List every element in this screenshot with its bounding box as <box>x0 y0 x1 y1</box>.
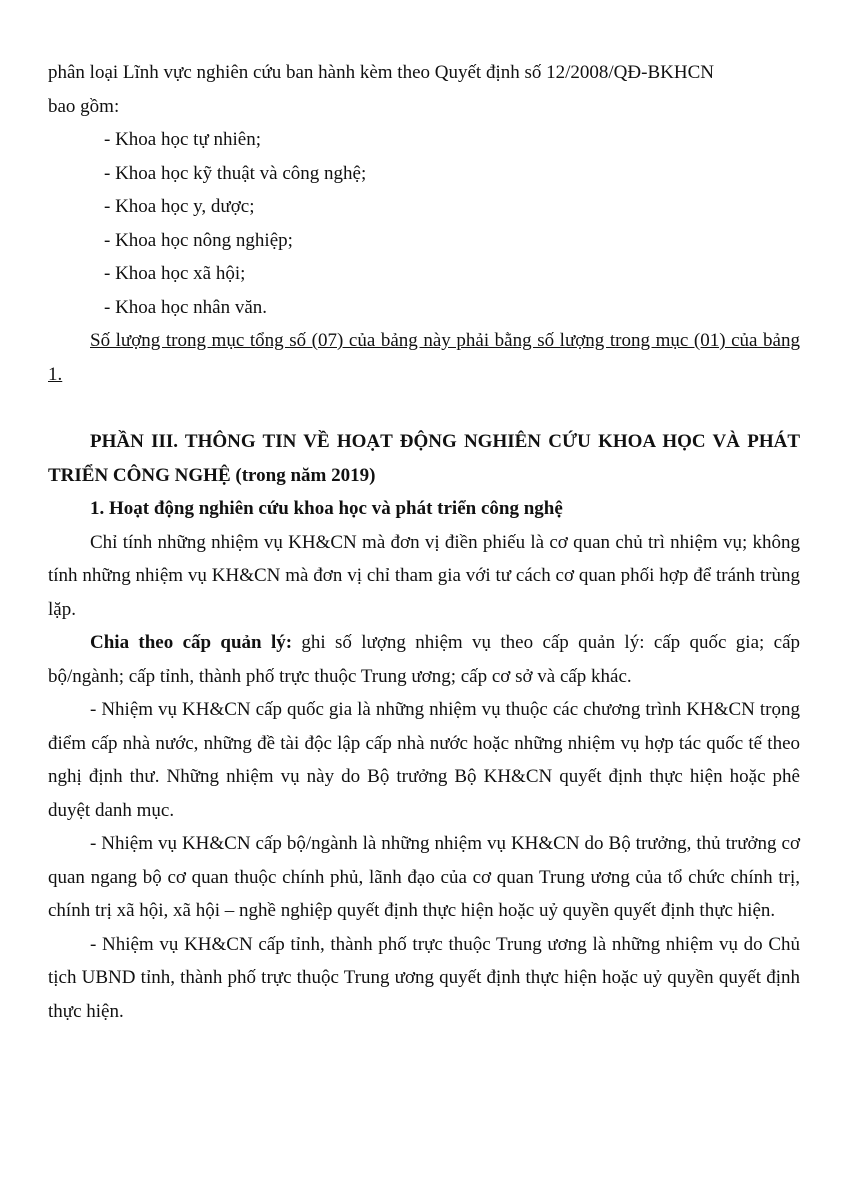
classification-text: ghi số lượng nhiệm vụ theo cấp quản lý: cấp quốc gia; cấp bộ/ngành; cấp tỉnh, thành phố trực thuộc Trung ương; cấp cơ sở và cấp khác. <box>48 632 800 687</box>
list-item: - Khoa học y, dược; <box>104 196 255 217</box>
part-3-year: (trong năm 2019) <box>230 464 376 486</box>
list-item: - Khoa học nhân văn. <box>104 296 268 318</box>
classification-label: Chia theo cấp quản lý: <box>90 632 293 653</box>
scope-paragraph: Chỉ tính những nhiệm vụ KH&CN mà đơn vị điền phiếu là cơ quan chủ trì nhiệm vụ; không tính những nhiệm vụ KH&CN mà đơn vị chỉ tham gia với tư cách cơ quan phối hợp để tránh trùng lặp. <box>48 531 800 620</box>
part-3-heading <box>48 425 800 492</box>
section-1-heading: 1. Hoạt động nghiên cứu khoa học và phát triển công nghệ <box>90 498 563 519</box>
research-fields-list <box>48 123 800 324</box>
ministry-level-paragraph: - Nhiệm vụ KH&CN cấp bộ/ngành là những nhiệm vụ KH&CN do Bộ trưởng, thủ trưởng cơ quan ngang bộ cơ quan thuộc chính phủ, lãnh đạo của cơ quan Trung ương của tổ chức chính trị, chính trị xã hội, xã hội – nghề nghiệp quyết định thực hiện hoặc uỷ quyền quyết định thực hiện. <box>48 833 800 921</box>
underlined-note: Số lượng trong mục tổng số (07) của bảng này phải bằng số lượng trong mục (01) của bảng 1. <box>48 330 800 385</box>
intro-line-2: bao gồm: <box>48 95 120 117</box>
list-item: - Khoa học kỹ thuật và công nghệ; <box>104 162 367 184</box>
province-level-paragraph: - Nhiệm vụ KH&CN cấp tỉnh, thành phố trực thuộc Trung ương là những nhiệm vụ do Chủ tịch UBND tỉnh, thành phố trực thuộc Trung ương quyết định thực hiện hoặc uỷ quyền quyết định thực hiện. <box>48 933 800 1022</box>
national-level-paragraph: - Nhiệm vụ KH&CN cấp quốc gia là những nhiệm vụ thuộc các chương trình KH&CN trọng điểm cấp nhà nước, những đề tài độc lập cấp nhà nước hoặc những nhiệm vụ hợp tác quốc tế theo nghị định thư. Những nhiệm vụ này do Bộ trưởng Bộ KH&CN quyết định thực hiện hoặc phê duyệt danh mục. <box>48 699 800 821</box>
list-item: - Khoa học tự nhiên; <box>104 129 261 150</box>
list-item: - Khoa học nông nghiệp; <box>104 229 293 251</box>
part-3-title: PHẦN III. THÔNG TIN VỀ HOẠT ĐỘNG NGHIÊN CỨU KHOA HỌC VÀ PHÁT TRIỂN CÔNG NGHỆ <box>48 431 800 486</box>
classification-paragraph <box>48 626 800 693</box>
table-total-note <box>48 324 800 391</box>
section-gap <box>48 391 800 425</box>
list-item: - Khoa học xã hội; <box>104 263 246 284</box>
intro-line-1: phân loại Lĩnh vực nghiên cứu ban hành kèm theo Quyết định số 12/2008/QĐ-BKHCN <box>48 62 714 83</box>
